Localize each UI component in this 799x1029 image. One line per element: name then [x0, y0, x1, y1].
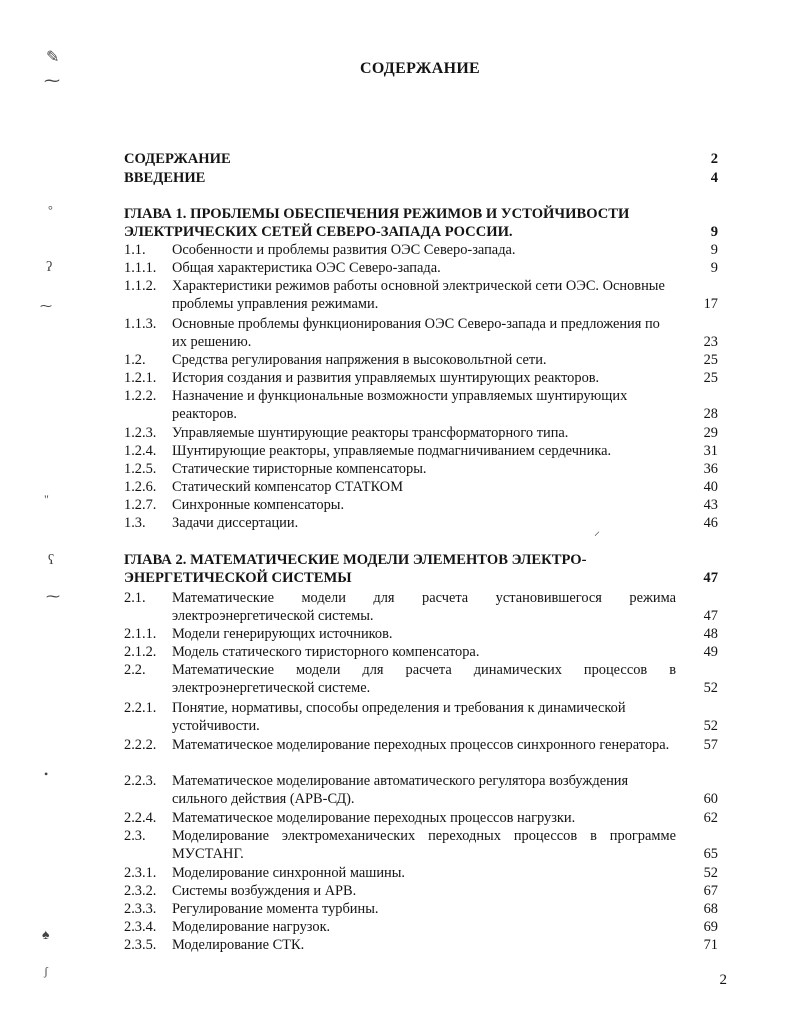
toc-entry-title: Регулирование момента турбины. — [172, 901, 379, 917]
toc-entry-page: 57 — [703, 737, 718, 753]
toc-entry — [124, 699, 720, 735]
toc-entry-number: 1.2. — [124, 352, 146, 368]
toc-entry-page: 60 — [703, 791, 718, 807]
toc-entry-page: 9 — [710, 242, 718, 258]
toc-entry-page: 71 — [703, 937, 718, 953]
toc-entry-number: 1.1. — [124, 242, 146, 258]
toc-entry — [124, 589, 720, 625]
page-title: СОДЕРЖАНИЕ — [360, 60, 481, 77]
toc-entry — [124, 900, 720, 918]
toc-entry — [124, 936, 720, 954]
toc-entry-page: 52 — [703, 865, 718, 881]
toc-entry-page: 40 — [703, 479, 718, 495]
toc-entry-title: Моделирование электромеханических переходных процессов в программе МУСТАНГ. — [172, 828, 676, 862]
toc-entry-title: Синхронные компенсаторы. — [172, 497, 345, 513]
toc-entry — [124, 625, 720, 643]
toc-entry-title: Средства регулирования напряжения в высоковольтной сети. — [172, 352, 547, 368]
scan-mark: • — [44, 767, 49, 781]
toc-entry-title: Моделирование СТК. — [172, 937, 305, 953]
toc-entry-number: 1.2.7. — [124, 497, 157, 513]
toc-entry-page: 36 — [703, 461, 718, 477]
scan-mark: " — [44, 492, 49, 506]
toc-entry-page: 4 — [710, 170, 718, 186]
toc-entry — [124, 772, 720, 808]
toc-entry-number: 1.2.3. — [124, 425, 157, 441]
toc-entry — [124, 661, 720, 697]
toc-entry-page: 31 — [703, 443, 718, 459]
toc-entry-title: Общая характеристика ОЭС Северо-запада. — [172, 260, 441, 276]
toc-entry-title: Модели генерирующих источников. — [172, 626, 393, 642]
toc-entry — [124, 277, 720, 313]
toc-entry — [124, 424, 720, 442]
toc-entry-page: 69 — [703, 919, 718, 935]
toc-entry-number: 1.1.1. — [124, 260, 157, 276]
toc-entry-title: Особенности и проблемы развития ОЭС Северо-запада. — [172, 242, 516, 258]
toc-entry-title: Задачи диссертации. — [172, 515, 299, 531]
toc-entry — [124, 736, 720, 754]
toc-entry-page: 9 — [710, 260, 718, 276]
toc-entry-title: Назначение и функциональные возможности управляемых шунтирующих реакторов. — [172, 388, 628, 422]
scan-mark: ʔ — [46, 260, 53, 275]
toc-entry — [124, 551, 720, 587]
toc-entry-number: 2.3.3. — [124, 901, 157, 917]
toc-entry-number: 1.2.6. — [124, 479, 157, 495]
toc-entry-page: 62 — [703, 810, 718, 826]
scan-mark: ʃ — [44, 964, 48, 978]
toc-entry-number: 2.1. — [124, 590, 146, 606]
toc-entry-page: 52 — [703, 680, 718, 696]
toc-entry — [124, 351, 720, 369]
toc-entry-page: 29 — [703, 425, 718, 441]
toc-entry-title: Системы возбуждения и АРВ. — [172, 883, 357, 899]
toc-entry-title: Математические модели для расчета динамических процессов в электроэнергетической системе. — [172, 662, 676, 696]
toc-entry-number: 2.2.4. — [124, 810, 157, 826]
toc-entry-number: 1.3. — [124, 515, 146, 531]
toc-entry-title: Статический компенсатор СТАТКОМ — [172, 479, 403, 495]
toc-entry-number: 2.2. — [124, 662, 146, 678]
toc-entry-page: 47 — [703, 570, 718, 586]
toc-entry-page: 67 — [703, 883, 718, 899]
toc-entry-title: Математические модели для расчета установившегося режима электроэнергетической системы. — [172, 590, 676, 624]
toc-entry-page: 47 — [703, 608, 718, 624]
toc-entry-title: Модель статического тиристорного компенсатора. — [172, 644, 480, 660]
toc-entry — [124, 827, 720, 863]
toc-entry-page: 65 — [703, 846, 718, 862]
toc-entry-number: 1.2.2. — [124, 388, 157, 404]
toc-entry-page: 68 — [703, 901, 718, 917]
toc-entry-page: 25 — [703, 352, 718, 368]
toc-entry-number: 2.2.1. — [124, 700, 157, 716]
toc-entry — [124, 864, 720, 882]
toc-entry-title: Управляемые шунтирующие реакторы трансформаторного типа. — [172, 425, 569, 441]
toc-entry-number: 2.1.1. — [124, 626, 157, 642]
toc-entry-title: СОДЕРЖАНИЕ — [124, 151, 231, 167]
toc-entry — [124, 496, 720, 514]
scan-mark: ⸝ — [594, 524, 601, 538]
toc-entry-number: 2.3.5. — [124, 937, 157, 953]
scan-mark: ° — [48, 203, 53, 217]
toc-entry-title: Моделирование синхронной машины. — [172, 865, 405, 881]
toc-entry-number: 2.3.2. — [124, 883, 157, 899]
toc-entry-number: 1.2.5. — [124, 461, 157, 477]
toc-entry-page: 48 — [703, 626, 718, 642]
toc-entry-page: 2 — [710, 151, 718, 167]
toc-entry-number: 2.3.4. — [124, 919, 157, 935]
toc-entry — [124, 205, 720, 241]
toc-entry-page: 9 — [710, 224, 718, 240]
toc-entry-page: 43 — [703, 497, 718, 513]
toc-entry-number: 2.1.2. — [124, 644, 157, 660]
toc-entry — [124, 150, 720, 168]
toc-entry-page: 49 — [703, 644, 718, 660]
toc-entry-title: Моделирование нагрузок. — [172, 919, 331, 935]
toc-entry-number: 2.2.3. — [124, 773, 157, 789]
toc-entry-title: ГЛАВА 2. МАТЕМАТИЧЕСКИЕ МОДЕЛИ ЭЛЕМЕНТОВ ЭЛЕКТРО-ЭНЕРГЕТИЧЕСКОЙ СИСТЕМЫ — [124, 552, 587, 586]
toc-entry — [124, 882, 720, 900]
toc-entry-number: 1.2.4. — [124, 443, 157, 459]
toc-entry-number: 2.3.1. — [124, 865, 157, 881]
toc-entry — [124, 460, 720, 478]
scan-mark: ♠ — [42, 928, 50, 943]
toc-entry-number: 2.3. — [124, 828, 146, 844]
toc-entry — [124, 169, 720, 187]
scan-mark: ✎ — [46, 49, 60, 66]
toc-entry — [124, 643, 720, 661]
toc-entry-title: Статические тиристорные компенсаторы. — [172, 461, 427, 477]
toc-entry-title: Основные проблемы функционирования ОЭС Северо-запада и предложения по их решению. — [172, 316, 660, 350]
toc-entry — [124, 514, 720, 532]
toc-entry-number: 1.2.1. — [124, 370, 157, 386]
toc-entry-number: 1.1.3. — [124, 316, 157, 332]
toc-entry-title: Характеристики режимов работы основной электрической сети ОЭС. Основные проблемы управления режимами. — [172, 278, 665, 312]
toc-entry-title: Шунтирующие реакторы, управляемые подмагничиванием сердечника. — [172, 443, 612, 459]
scan-mark: ⁓ — [46, 590, 60, 605]
toc-entry-number: 1.1.2. — [124, 278, 157, 294]
toc-entry — [124, 259, 720, 277]
toc-entry-number: 2.2.2. — [124, 737, 157, 753]
toc-entry — [124, 918, 720, 936]
toc-entry-title: ВВЕДЕНИЕ — [124, 170, 206, 186]
toc-entry-title: ГЛАВА 1. ПРОБЛЕМЫ ОБЕСПЕЧЕНИЯ РЕЖИМОВ И УСТОЙЧИВОСТИ ЭЛЕКТРИЧЕСКИХ СЕТЕЙ СЕВЕРО-ЗАПАДА РОССИИ. — [124, 206, 630, 240]
toc-entry-title: Математическое моделирование переходных процессов нагрузки. — [172, 810, 576, 826]
toc-entry-page: 23 — [703, 334, 718, 350]
toc-entry — [124, 369, 720, 387]
scan-mark: ʕ — [48, 553, 55, 568]
toc-entry-title: Математическое моделирование автоматического регулятора возбуждения сильного действия (АРВ-СД). — [172, 773, 629, 807]
toc-entry — [124, 809, 720, 827]
scan-mark: ⁓ — [40, 299, 52, 313]
toc-entry-page: 46 — [703, 515, 718, 531]
toc-entry — [124, 442, 720, 460]
toc-entry — [124, 387, 720, 423]
page-number: 2 — [719, 972, 727, 988]
scan-mark: ⁓ — [44, 73, 60, 90]
toc-entry-page: 52 — [703, 718, 718, 734]
toc-entry-title: Математическое моделирование переходных процессов синхронного генератора. — [172, 737, 670, 753]
toc-entry-page: 17 — [703, 296, 718, 312]
toc-entry — [124, 241, 720, 259]
toc-entry — [124, 478, 720, 496]
toc-entry-page: 25 — [703, 370, 718, 386]
toc-entry — [124, 315, 720, 351]
toc-entry-page: 28 — [703, 406, 718, 422]
toc-entry-title: Понятие, нормативы, способы определения и требования к динамической устойчивости. — [172, 700, 626, 734]
toc-entry-title: История создания и развития управляемых шунтирующих реакторов. — [172, 370, 600, 386]
